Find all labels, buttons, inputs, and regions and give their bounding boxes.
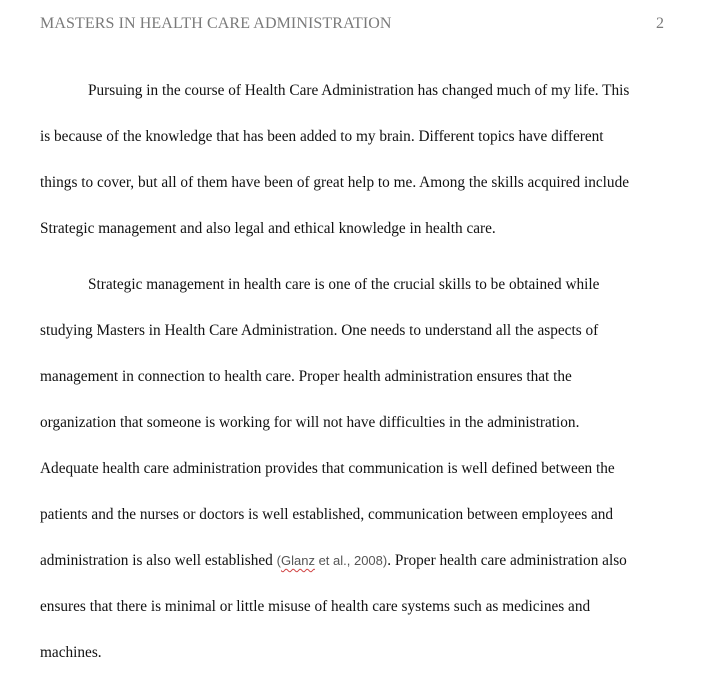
- citation-line: [40, 538, 670, 584]
- running-head: MASTERS IN HEALTH CARE ADMINISTRATION: [40, 15, 392, 32]
- text-line: Strategic management in health care is one of the crucial skills to be obtained while: [88, 276, 600, 293]
- text-line: things to cover, but all of them have been of great help to me. Among the skills acquired include: [40, 174, 630, 191]
- text-line: Pursuing in the course of Health Care Administration has changed much of my life. This: [88, 82, 630, 99]
- in-text-citation: [277, 553, 388, 568]
- document-body: [40, 68, 670, 676]
- paragraph-2: [40, 262, 670, 676]
- text-line: organization that someone is working for will not have difficulties in the administration.: [40, 414, 580, 431]
- citation-rest: et al., 2008): [314, 553, 388, 568]
- citation-line-after: . Proper health care administration also: [387, 552, 627, 569]
- citation-open-paren: (: [276, 553, 281, 568]
- page-number: 2: [656, 15, 664, 32]
- paragraph-1: [40, 68, 670, 252]
- text-line: patients and the nurses or doctors is well established, communication between employees and: [40, 506, 614, 523]
- text-line: Strategic management and also legal and ethical knowledge in health care.: [40, 220, 496, 237]
- text-line: Adequate health care administration provides that communication is well defined between the: [40, 460, 615, 477]
- text-line: studying Masters in Health Care Administration. One needs to understand all the aspects of: [40, 322, 599, 339]
- paragraph-gap: [40, 252, 670, 262]
- text-line: is because of the knowledge that has been added to my brain. Different topics have different: [40, 128, 604, 145]
- citation-line-before: administration is also well established: [40, 552, 277, 569]
- citation-author-misspelling-flagged: Glanz: [280, 553, 315, 568]
- text-line: management in connection to health care. Proper health administration ensures that the: [40, 368, 572, 385]
- text-line: ensures that there is minimal or little misuse of health care systems such as medicines and: [40, 598, 591, 615]
- text-line: machines.: [40, 644, 102, 661]
